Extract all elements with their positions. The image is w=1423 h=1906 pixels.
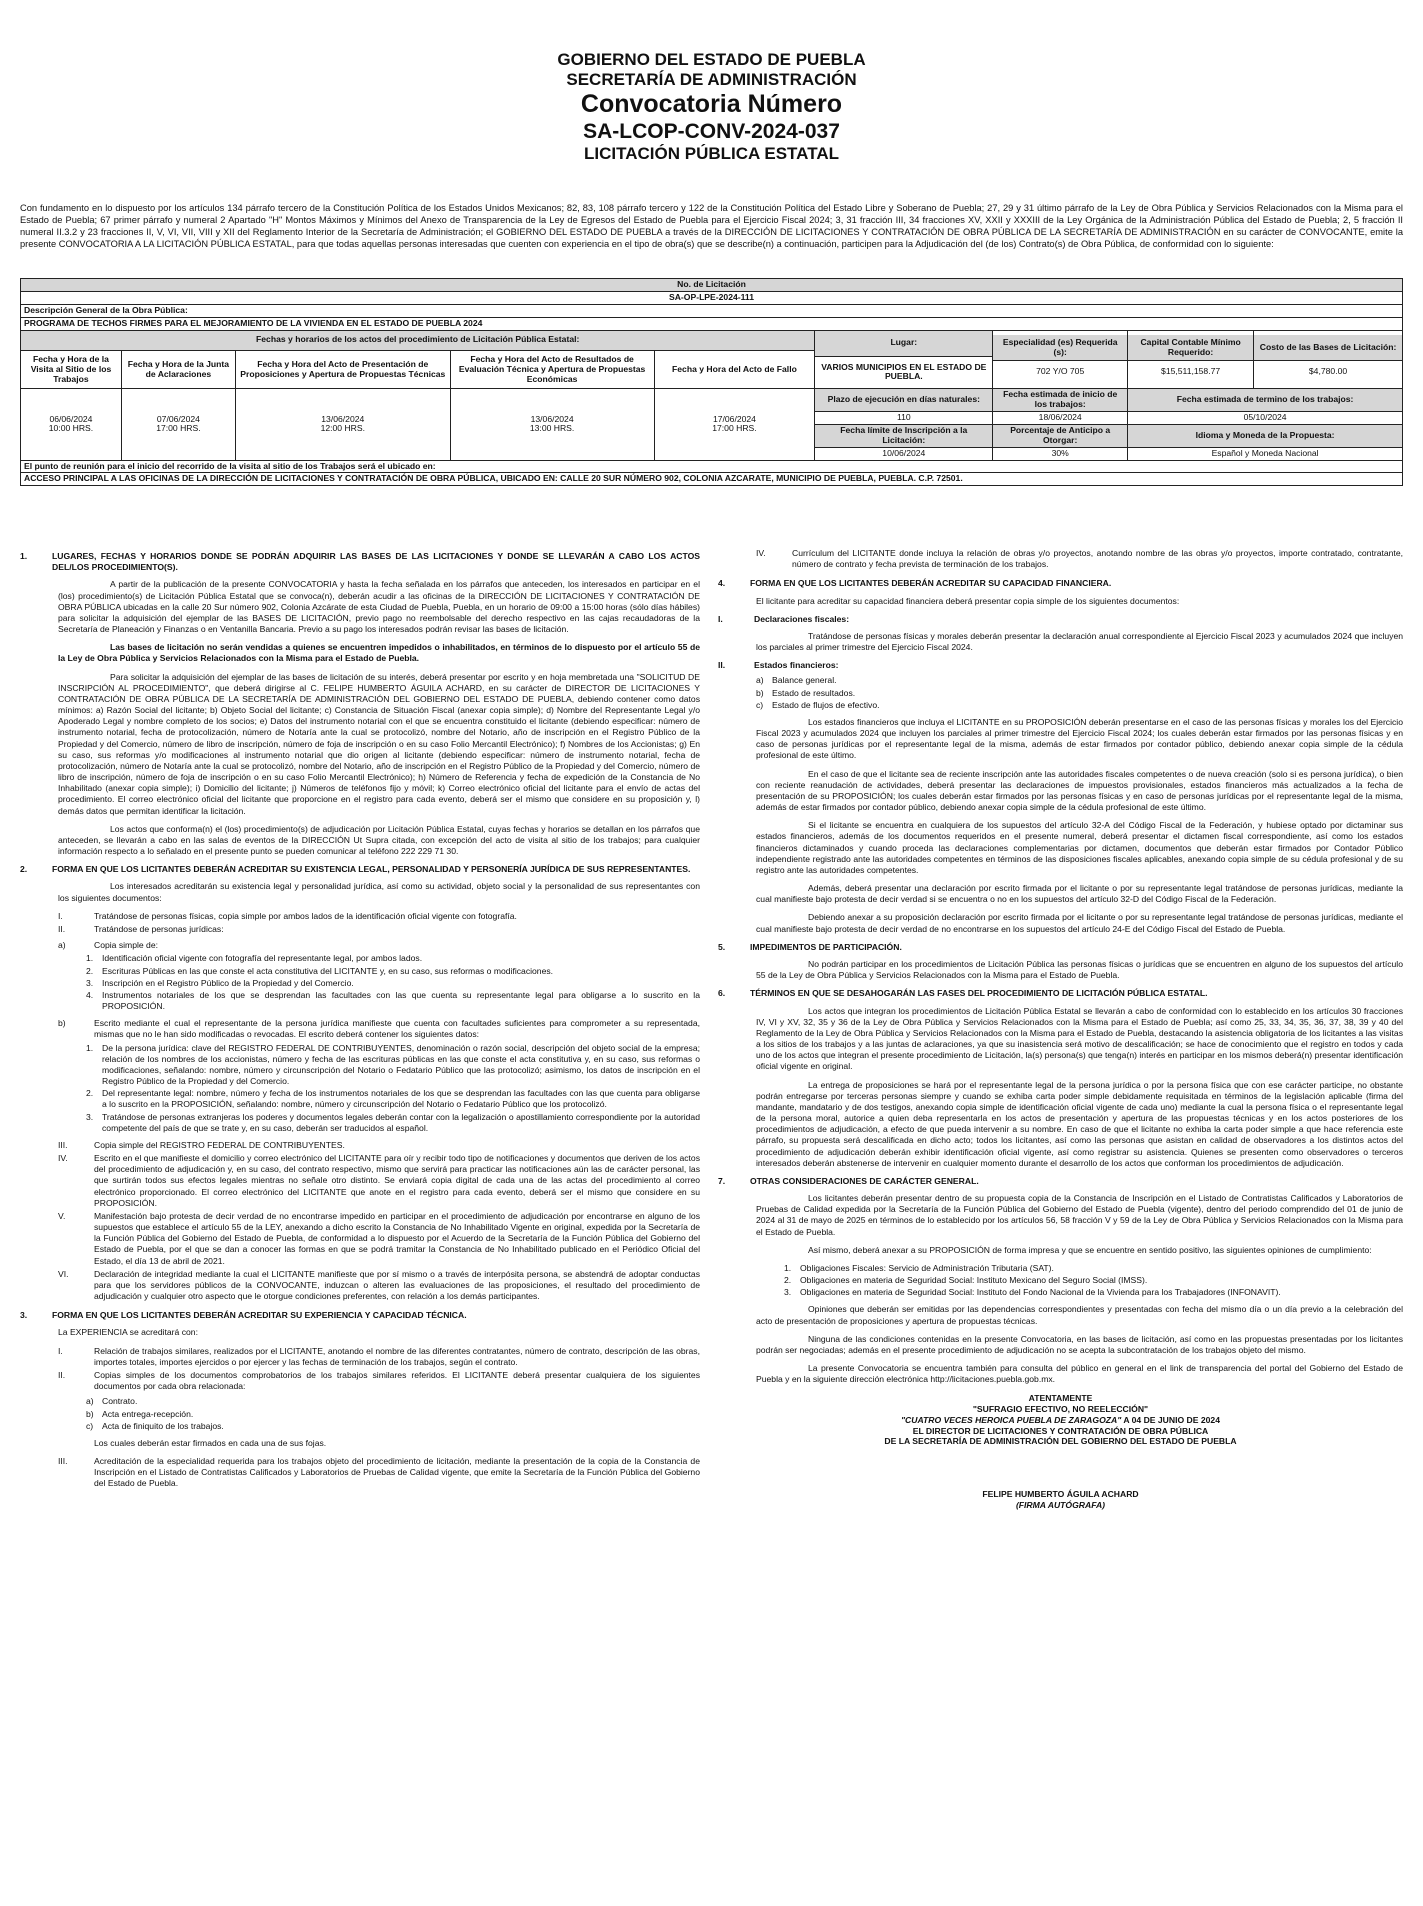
list-item: c) Estado de flujos de efectivo.: [756, 699, 880, 710]
costo-header: Costo de las Bases de Licitación:: [1254, 335, 1402, 361]
punto-reunion: ACCESO PRINCIPAL A LAS OFICINAS DE LA DIRECCIÓN DE LICITACIONES Y CONTRATACIÓN DE OBRA PÚBLICA, UBICADO EN: CALLE 20 SUR NÚMERO 902, COLONIA AZCARATE, MUNICIPIO DE PUEBLA, PUEBLA. C.P. 72501.: [21, 473, 1403, 486]
s7-paragraph-5: La presente Convocatoria se encuentra también para consulta del público en general en el link de transparencia del portal del Gobierno del Estado de Puebla y en la siguiente dirección electrónica http://licitaciones.puebla.gob.mx.: [756, 1363, 1403, 1385]
s7-paragraph-4: Ninguna de las condiciones contenidas en la presente Convocatoria, en las bases de licitación, así como en las propuestas presentadas por los licitantes podrán ser negociadas; además en el presente procedimiento de adjudicación no se acepta la subcontratación de los trabajos objeto del mismo.: [756, 1333, 1403, 1355]
idioma-value: Español y Moneda Nacional: [1128, 447, 1403, 460]
punto-label: El punto de reunión para el inicio del recorrido de la visita al sitio de los Trabajos será el ubicado en:: [21, 460, 1403, 473]
s4-paragraph-2: Tratándose de personas físicas y morales deberán presentar la declaración anual correspondiente al Ejercicio Fiscal 2023 y acumulados 2024 que incluyen los parciales al primer trimestre del Ejercicio Fiscal 2024.: [756, 630, 1403, 653]
s3-doc-list: [86, 1396, 700, 1432]
header-conv-title: Convocatoria Número: [580, 90, 843, 119]
header-type: LICITACIÓN PÚBLICA ESTATAL: [584, 144, 839, 164]
capital-header: Capital Contable Mínimo Requerido:: [1128, 335, 1253, 361]
left-column: [20, 548, 700, 1492]
list-item: 1. Identificación oficial vigente con fotografía del representante legal, por ambos lados.: [86, 953, 423, 964]
signature-block: [718, 1393, 1403, 1510]
h-idioma: Idioma y Moneda de la Propuesta:: [1128, 424, 1403, 447]
list-item: 3. Inscripción en el Registro Público de la Propiedad y del Comercio.: [86, 977, 354, 988]
especialidad-value-text: 702 Y/O 705: [1036, 366, 1085, 377]
list-item: 1. De la persona jurídica: clave del REGISTRO FEDERAL DE CONTRIBUYENTES, denominación o razón social, descripción del objeto social de la empresa; relación de los nombres de los accionistas, número y fecha de las escrituras públicas en las que conste el acta constitutiva y, en su caso, sus reformas o modificaciones, señalando: nombre, número y circunscripción del Notario o Fedatario Público que las protocolizó; asimismo, los datos de inscripción en el Registro Público de la Propiedad y del Comercio.: [86, 1042, 700, 1087]
s2-item-V: V. Manifestación bajo protesta de decir verdad de no encontrarse impedido en participar en el procedimiento de adjudicación por encontrarse en alguno de los supuestos que establece el artículo 55 de la LEY, anexando a dicho escrito la Constancia de No Inhabilitado Vigente en original, expedida por la Secretaría de la Función Pública del Gobierno del Estado de Puebla, de conformidad a lo dispuesto por el Acuerdo de la Secretaría de la Función Pública del Gobierno del Estado de Puebla, por el que se dan a conocer las formas en que se podrá tramitar la Constancia de No Inhabilitado publicado en el Periódico Oficial del Estado, el día 13 de abril de 2021.: [58, 1210, 700, 1266]
sig-atentamente: ATENTAMENTE: [1028, 1393, 1093, 1404]
resultados-date: 13/06/2024 13:00 HRS.: [450, 389, 654, 460]
lugar-value: [815, 330, 993, 389]
s7-paragraph-1: Los licitantes deberán presentar dentro de su propuesta copia de la Constancia de Inscripción en el Listado de Contratistas Calificados y Laboratorios de Pruebas de Calidad expedida por la Secretaría de la Función Pública del Gobierno del Estado de Puebla (vigente), dentro del periodo comprendido del 01 de junio de 2024 al 31 de mayo de 2025 en términos de lo establecido por los artículos 56, 58 fracción V y 59 de la Ley de Obra Pública y Servicios Relacionados con la Misma para el Estado de Puebla.: [756, 1193, 1403, 1237]
s4-paragraph-5: Si el licitante se encuentra en cualquiera de los supuestos del artículo 32-A del Código Fiscal de la Federación, y hubiese optado por dictaminar sus estados financieros, además de los documentos requeridos en el presente numeral, deberá presentar el dictamen fiscal correspondiente, así como los estados financieros dictaminados y cuando proceda las declaraciones complementarias por dictamen, documentos que deberán estar firmados por Contador Público independiente registrado ante las autoridades competentes en términos de las disposiciones fiscales aplicables, anexando copia simple de su cédula profesional y de su registro ante las autoridades competentes.: [756, 820, 1403, 875]
especialidad-value: [993, 330, 1128, 389]
header-conv-number: SA-LCOP-CONV-2024-037: [583, 119, 840, 143]
list-item: 2. Del representante legal: nombre, número y fecha de los instrumentos notariales de los que se desprendan las facultades con las que cuenta para obligarse a lo suscrito en la PROPOSICIÓN, señalando: nombre, número y circunscripción del Notario o Fedatario Público que los protocolizó.: [86, 1088, 700, 1110]
junta-date: 07/06/2024 17:00 HRS.: [121, 389, 235, 460]
licitacion-table: [20, 278, 1403, 486]
s2-item-IV: IV. Escrito en el que manifieste el domicilio y correo electrónico del LICITANTE para oír y recibir todo tipo de notificaciones y documentos que deriven de los actos del procedimiento de adjudicación y, en su caso, del contrato respectivo, mismo que servirá para practicar las notificaciones aún las de carácter personal, las que surtirán todos sus efectos legales mientras no señale otro distinto. Se enviará copia digital de cada una de las actas del procedimiento al correo electrónico proporcionado. El correo electrónico del LICITANTE que anote en el registro para cada evento, deberá ser el mismo que considere en su PROPOSICIÓN.: [58, 1153, 700, 1208]
s4-paragraph-7: Debiendo anexar a su proposición declaración por escrito firmada por el licitante o por su representante legal tratándose de personas jurídicas, mediante el cual manifieste bajo protesta de decir verdad de no encontrarse en los supuestos del artículo 24-E del Código Fiscal del Estado de Puebla.: [756, 912, 1403, 934]
termino-value: 05/10/2024: [1128, 412, 1403, 425]
s1-paragraph-4: Los actos que conforma(n) el (los) procedimiento(s) de adjudicación por Licitación Pública Estatal, cuyas fechas y horarios se detallan en los párrafos que anteceden, se llevarán a cabo en las salas de eventos de la DIRECCIÓN Ut Supra citada, con excepción del acto de visita al sitio de los trabajos; para cualquier información respecto a lo señalado en el presente punto se pueden comunicar al teléfono 222 229 71 30.: [58, 823, 700, 857]
s4-list: [756, 675, 1403, 711]
s4-item-II: II. Estados financieros:: [718, 660, 839, 671]
list-item: c) Acta de finiquito de los trabajos.: [86, 1420, 224, 1431]
anticipo-value: 30%: [993, 447, 1128, 460]
s1-paragraph-1: A partir de la publicación de la presente CONVOCATORIA y hasta la fecha señalada en los párrafos que anteceden, los interesados en participar en el (los) procedimiento(s) de Licitación Pública Estatal que se convoca(n), deberán acudir a las oficinas de la DIRECCIÓN DE LICITACIONES Y CONTRATACIÓN DE OBRA PÚBLICA ubicadas en la calle 20 Sur número 902, Colonia Azcárate de esta Ciudad de Puebla, Puebla, en un horario de 09:00 a 15:00 horas (sólo días hábiles) para solicitar la adquisición del ejemplar de las BASES DE LICITACIÓN, previo pago no reembolsable del derecho respectivo en las cajas recaudadoras de la Secretaría de Planeación y Finanzas o en Ventanilla Bancaria. Previo a su pago los interesados podrán revisar las bases de licitación.: [58, 579, 700, 635]
inicio-value: 18/06/2024: [993, 412, 1128, 425]
h-visita: Fecha y Hora de la Visita al Sitio de los Trabajos: [21, 351, 122, 389]
header-gov: GOBIERNO DEL ESTADO DE PUEBLA: [557, 50, 866, 69]
costo-value: [1254, 330, 1403, 389]
s2-item-a: a) Copia simple de:: [58, 940, 159, 951]
lugar-header: Lugar:: [815, 331, 992, 357]
h-inicio: Fecha estimada de inicio de los trabajos:: [993, 389, 1128, 412]
s2-item-II: II. Tratándose de personas jurídicas:: [58, 923, 224, 934]
sig-lema: "SUFRAGIO EFECTIVO, NO REELECCIÓN": [972, 1404, 1149, 1415]
visita-date: 06/06/2024 10:00 HRS.: [21, 389, 122, 460]
sig-cargo-1: EL DIRECTOR DE LICITACIONES Y CONTRATACIÓN DE OBRA PÚBLICA: [912, 1425, 1209, 1436]
s3-item-III: III. Acreditación de la especialidad requerida para los trabajos objeto del procedimiento de licitación, mediante la presentación de la copia de la Constancia de Inscripción en el Listado de Contratistas Calificados y Laboratorios de Pruebas de Calidad vigente, que emite la Secretaría de la Función Pública del Gobierno del Estado de Puebla.: [58, 1456, 700, 1489]
s3-item-II: II. Copias simples de los documentos comprobatorios de los trabajos similares referidos. El LICITANTE deberá presentar cualquiera de los siguientes documentos por cada obra relacionada:: [58, 1370, 700, 1392]
h-limite: Fecha límite de Inscripción a la Licitación:: [815, 424, 993, 447]
s3-paragraph-2: Los cuales deberán estar firmados en cada una de sus fojas.: [94, 1437, 327, 1448]
s2-item-b: b) Escrito mediante el cual el representante de la persona jurídica manifieste que cuenta con facultades suficientes para comprometer a su representada, mismas que no le han sido modificadas o revocadas. El escrito deberá contener los siguientes datos:: [58, 1018, 700, 1040]
plazo-value: 110: [815, 412, 993, 425]
h-termino: Fecha estimada de termino de los trabajos:: [1128, 389, 1403, 412]
s4-paragraph-1: El licitante para acreditar su capacidad financiera deberá presentar copia simple de los siguientes documentos:: [756, 595, 1180, 606]
list-item: 2. Escrituras Públicas en las que conste el acta constitutiva del LICITANTE y, en su caso, sus reformas o modificaciones.: [86, 965, 554, 976]
section-6-title: 6. TÉRMINOS EN QUE SE DESAHOGARÁN LAS FASES DEL PROCEDIMIENTO DE LICITACIÓN PÚBLICA ESTATAL.: [718, 988, 1208, 999]
fechas-label: Fechas y horarios de los actos del procedimiento de Licitación Pública Estatal:: [21, 330, 815, 351]
s5-paragraph-1: No podrán participar en los procedimientos de Licitación Pública las personas físicas o jurídicas que se encuentren en alguno de los supuestos del artículo 55 de la Ley de Obra Pública y Servicios Relacionados con la Misma para el Estado de Puebla.: [756, 958, 1403, 981]
limite-value: 10/06/2024: [815, 447, 993, 460]
list-item: a) Balance general.: [756, 675, 837, 686]
s4-paragraph-4: En el caso de que el licitante sea de reciente inscripción ante las autoridades fiscales competentes o de nueva creación (solo si es persona jurídica), o bien con reciente reanudación de actividades, deberá presentar las declaraciones de impuestos provisionales, estados financieros más actualizados a la fecha de presentación de su PROPOSICIÓN; los cuales deberán estar firmados por las personas físicas y en caso de personas jurídicas por el representante legal de la misma, además de estar firmados por contador público, debiendo anexar copia simple de la cédula profesional de este último.: [756, 768, 1403, 813]
list-item: 3. Obligaciones en materia de Seguridad Social: Instituto del Fondo Nacional de la Vivienda para los Trabajadores (INFONAVIT).: [784, 1287, 1281, 1298]
costo-value-text: $4,780.00: [1308, 366, 1348, 377]
especialidad-header: Especialidad (es) Requerida (s):: [993, 335, 1127, 361]
s2-a-list: [86, 953, 700, 1012]
s3-paragraph-1: La EXPERIENCIA se acreditará con:: [58, 1327, 198, 1338]
s1-paragraph-3: Para solicitar la adquisición del ejemplar de las bases de licitación de su interés, deberá presentar por escrito y en hoja membretada una "SOLICITUD DE INSCRIPCIÓN AL PROCEDIMIENTO", que deberá dirigirse al C. FELIPE HUMBERTO ÁGUILA ACHARD, en su carácter de DIRECTOR DE LICITACIONES Y CONTRATACIÓN DE OBRA PÚBLICA DE LA SECRETARÍA DE ADMINISTRACIÓN DEL GOBIERNO DEL ESTADO DE PUEBLA, debiendo contener como datos mínimos: a) Razón Social del licitante; b) Objeto Social del licitante; c) Constancia de Situación Fiscal (anexar copia simple); d) Nombre del Representante Legal y/o Apoderado Legal y nombre completo de los socios; e) Datos del instrumento notarial con el que se encuentra constituido el licitante (debiendo especificar: número de instrumento notarial, fecha de protocolización, número de Notaría ante la cual se protocolizó, nombre del Notario, año de inscripción en el Registro Público de la Propiedad y del Comercio, número de libro de inscripción, número de foja de inscripción o en su caso Folio Mercantil Electrónico); f) Nombres de los Accionistas; g) En su caso, sus reformas y/o modificaciones al instrumento notarial que dio origen al licitante (debiendo especificar: número de instrumento notarial, fecha de protocolización, número de Notaría ante la cual se protocolizó, nombre del Notario, año de inscripción en el Registro Público de la Propiedad y del Comercio, número de libro de inscripción, número de foja de inscripción o en su caso Folio Mercantil Electrónico); h) Número de Referencia y fecha de expedición de la Constancia de No Inhabilitado (anexar copia simple); i) Domicilio del licitante; j) Números de teléfonos fijo y móvil; k) Correo electrónico oficial del licitante para el envío de actas del procedimiento. El correo electrónico oficial del licitante que proporcione en el registro para cada evento, deberá ser el mismo que considere en su proposición y, l) demás datos que permitan identificar la licitación.: [58, 671, 700, 816]
s6-paragraph-1: Los actos que integran los procedimientos de Licitación Pública Estatal se llevarán a cabo de conformidad con lo establecido en los artículos 30 fracciones IV, VI y XV, 32, 35 y 36 de la Ley de Obra Pública y Servicios Relacionados con la Misma para el Estado de Puebla; así como 25, 33, 34, 35, 36, 37, 38, 39 y 40 del Reglamento de la Ley de Obra Pública y Servicios Relacionados con la Misma para el Estado de Puebla, destacando la asistencia obligatoria de los licitantes a las visitas a los sitios de los trabajos y a las juntas de aclaraciones, ya que su inasistencia será motivo de descalificación; se hace de conocimiento que el registro en todos y cada uno de los actos que integran el presente procedimiento de Licitación, la(s) persona(s) que tenga(n) interés en participar en los mismos deberá(n) presentar identificación oficial vigente en original.: [756, 1005, 1403, 1072]
h-anticipo: Porcentaje de Anticipo a Otorgar:: [993, 424, 1128, 447]
s3-item-I: I. Relación de trabajos similares, realizados por el LICITANTE, anotando el nombre de las diferentes contratantes, número de contrato, descripción de las obras, importes totales, importes ejercidos o por ejercer y las fechas de terminación de los trabajos, según el contrato.: [58, 1345, 700, 1367]
s7-paragraph-2: Así mismo, deberá anexar a su PROPOSICIÓN de forma impresa y que se encuentre en sentido positivo, las siguientes opiniones de cumplimiento:: [808, 1244, 1372, 1255]
list-item: 3. Tratándose de personas extranjeras los poderes y documentos legales deberán contar con la legalización o apostillamiento correspondiente por la autoridad competente del país de que se trate y, en su caso, deberán ser traducidos al español.: [86, 1111, 700, 1133]
s2-item-VI: VI. Declaración de integridad mediante la cual el LICITANTE manifieste que por sí mismo o a través de interpósita persona, se abstendrá de adoptar conductas para que los servidores públicos de la CONVOCANTE, induzcan o alteren las evaluaciones de las proposiciones, el resultado del procedimiento de adjudicación y cualquier otro aspecto que le otorgue condiciones preferentes, con relación a los demás participantes.: [58, 1268, 700, 1302]
s4-paragraph-6: Además, deberá presentar una declaración por escrito firmada por el licitante o por su representante legal tratándose de personas jurídicas, mediante la cual manifieste bajo protesta de decir verdad si se encuentra o no en los supuestos del artículo 32-D del Código Fiscal de la Federación.: [756, 883, 1403, 905]
sig-firma: (FIRMA AUTÓGRAFA): [1015, 1499, 1106, 1510]
capital-value: [1128, 330, 1254, 389]
h-acto: Fecha y Hora del Acto de Presentación de Proposiciones y Apertura de Propuestas Técnicas: [235, 351, 450, 389]
list-item: b) Estado de resultados.: [756, 687, 856, 698]
sig-place-date: "CUATRO VECES HEROICA PUEBLA DE ZARAGOZA" A 04 DE JUNIO DE 2024: [900, 1414, 1220, 1425]
s4-paragraph-3: Los estados financieros que incluya el LICITANTE en su PROPOSICIÓN deberán presentarse en el caso de las personas físicas y morales los del Ejercicio Fiscal 2023 y acumulados 2024 que incluyen los parciales al primer trimestre del Ejercicio Fiscal 2024; los cuales deberán estar firmados por las personas físicas y en caso de personas jurídicas por el representante legal de la misma, además de estar firmados por contador público, debiendo anexar copia simple de la cédula profesional de este último.: [756, 716, 1403, 761]
list-item: 2. Obligaciones en materia de Seguridad Social: Instituto Mexicano del Seguro Social (IMSS).: [784, 1275, 1148, 1286]
no-licitacion-label: No. de Licitación: [21, 279, 1403, 292]
s2-item-I: I. Tratándose de personas físicas, copia simple por ambos lados de la identificación oficial vigente con fotografía.: [58, 910, 517, 921]
s7-paragraph-3: Opiniones que deberán ser emitidas por las dependencias correspondientes y presentadas con fecha del mismo día o un día previo a la celebración del acto de presentación de proposiciones y apertura de propuestas técnicas.: [756, 1304, 1403, 1326]
descripcion-label: Descripción General de la Obra Pública:: [21, 304, 1403, 317]
s7-opiniones-list: [784, 1263, 1403, 1299]
s4-item-I: I. Declaraciones fiscales:: [718, 613, 850, 624]
section-4-title: 4. FORMA EN QUE LOS LICITANTES DEBERÁN ACREDITAR SU CAPACIDAD FINANCIERA.: [718, 578, 1112, 589]
intro-paragraph: Con fundamento en lo dispuesto por los artículos 134 párrafo tercero de la Constitución Política de los Estados Unidos Mexicanos; 82, 83, 108 párrafo tercero y 122 de la Constitución Política del Estado Libre y Soberano de Puebla; 27, 29 y 31 último párrafo de la Ley de Obra Pública y Servicios Relacionados con la Misma para el Estado de Puebla; 67 primer párrafo y numeral 2 Apartado "H" Montos Máximos y Mínimos del Anexo de Transparencia de la Ley de Egresos del Estado de Puebla para el Ejercicio Fiscal 2024; 3, 31 fracción III, 34 fracciones XV, XXII y XXXIII de la Ley Orgánica de la Administración Pública del Estado de Puebla; 2, 5 fracción II numeral II.3.2 y 23 fracciones II, V, VI, VII, VIII y XII del Reglamento Interior de la Secretaría de Administración; el GOBIERNO DEL ESTADO DE PUEBLA a través de la DIRECCIÓN DE LICITACIONES Y CONTRATACIÓN DE OBRA PÚBLICA DE LA SECRETARÍA DE ADMINISTRACIÓN en su carácter de CONVOCANTE, emite la presente CONVOCATORIA A LA LICITACIÓN PÚBLICA ESTATAL, para que todas aquellas personas interesadas que cuenten con experiencia en el tipo de obra(s) que se describe(n) a continuación, participen para la Adjudicación del (de los) Contrato(s) de Obra Pública, de conformidad con lo siguiente:: [20, 203, 1403, 250]
s6-paragraph-2: La entrega de proposiciones se hará por el representante legal de la persona jurídica o por la persona física que con ese carácter participe, no obstante podrán entregarse por terceras personas siempre y cuando se exhiba carta poder simple debidamente requisitada en términos de la legislación aplicable (firma del mandante, mandatario y de dos testigos, anexando copia simple de identificación oficial vigente de cada uno) mediante la cual la persona física o el representante legal de la persona moral, autorice a quien deba representarla en los actos de presentación y apertura de las propuestas técnicas y en los actos posteriores de los procedimientos de adjudicación, a efecto de que pueda intervenir a su nombre. En caso de que el licitante no exhiba la carta poder simple a que hace referencia este párrafo, su propuesta será descalificada en dicho acto; todos los licitantes, así como las personas que asistan en calidad de observadores a los distintos actos del procedimiento de adjudicación deberán exhibir identificación oficial vigente, así como registrar su asistencia. Quienes se presenten como observadores o terceros interesados deberán abstenerse de intervenir en cualquier momento durante el desarrollo de los actos que conforman los procedimientos de adjudicación.: [756, 1079, 1403, 1168]
sig-name: FELIPE HUMBERTO ÁGUILA ACHARD: [982, 1489, 1139, 1500]
section-5-title: 5. IMPEDIMENTOS DE PARTICIPACIÓN.: [718, 941, 902, 952]
right-column: [718, 548, 1403, 1511]
s2-item-III: III. Copia simple del REGISTRO FEDERAL DE CONTRIBUYENTES.: [58, 1139, 345, 1150]
no-licitacion: SA-OP-LPE-2024-111: [21, 291, 1403, 304]
s1-paragraph-2: Las bases de licitación no serán vendidas a quienes se encuentren impedidos o inhabilitados, en términos de lo dispuesto por el artículo 55 de la Ley de Obra Pública y Servicios Relacionados con la Misma para el Estado de Puebla.: [58, 642, 700, 664]
h-resultados: Fecha y Hora del Acto de Resultados de Evaluación Técnica y Apertura de Propuestas Económicas: [450, 351, 654, 389]
header-secretaria: SECRETARÍA DE ADMINISTRACIÓN: [566, 70, 857, 90]
capital-value-text: $15,511,158.77: [1161, 366, 1221, 377]
section-3-title: 3. FORMA EN QUE LOS LICITANTES DEBERÁN ACREDITAR SU EXPERIENCIA Y CAPACIDAD TÉCNICA.: [20, 1310, 467, 1321]
descripcion: PROGRAMA DE TECHOS FIRMES PARA EL MEJORAMIENTO DE LA VIVIENDA EN EL ESTADO DE PUEBLA 2024: [21, 317, 1403, 330]
h-fallo: Fecha y Hora del Acto de Fallo: [654, 351, 815, 389]
s2-paragraph-1: Los interesados acreditarán su existencia legal y personalidad jurídica, así como su actividad, objeto social y la personalidad de sus representantes con los siguientes documentos:: [58, 881, 700, 903]
section-2-title: 2. FORMA EN QUE LOS LICITANTES DEBERÁN ACREDITAR SU EXISTENCIA LEGAL, PERSONALIDAD Y PERSONERÍA JURÍDICA DE SUS REPRESENTANTES.: [20, 864, 691, 875]
sig-cargo-2: DE LA SECRETARÍA DE ADMINISTRACIÓN DEL GOBIERNO DEL ESTADO DE PUEBLA: [884, 1436, 1237, 1447]
list-item: a) Contrato.: [86, 1396, 138, 1407]
lugar-value-text: VARIOS MUNICIPIOS EN EL ESTADO DE PUEBLA.: [821, 361, 987, 382]
list-item: 1. Obligaciones Fiscales: Servicio de Administración Tributaria (SAT).: [784, 1262, 1054, 1273]
acto-date: 13/06/2024 12:00 HRS.: [235, 389, 450, 460]
h-junta: Fecha y Hora de la Junta de Aclaraciones: [121, 351, 235, 389]
section-1-title: 1. LUGARES, FECHAS Y HORARIOS DONDE SE PODRÁN ADQUIRIR LAS BASES DE LAS LICITACIONES Y DONDE SE LLEVARÁN A CABO LOS ACTOS DEL/LOS PROCEDIMIENTO(S).: [20, 551, 700, 573]
document-header: [0, 50, 1423, 164]
s3-item-IV: IV. Currículum del LICITANTE donde incluya la relación de obras y/o proyectos, anotando nombre de las obras y/o proyectos, importe contratado, contratante, número de contrato y fecha prevista de terminación de los trabajos.: [756, 548, 1403, 570]
h-plazo: Plazo de ejecución en días naturales:: [815, 389, 993, 412]
list-item: 4. Instrumentos notariales de los que se desprendan las facultades con las que cuenta su representante legal para obligarse a lo suscrito en la PROPOSICIÓN.: [86, 989, 700, 1012]
list-item: b) Acta entrega-recepción.: [86, 1408, 194, 1419]
s2-b-list: [86, 1043, 700, 1134]
section-7-title: 7. OTRAS CONSIDERACIONES DE CARÁCTER GENERAL.: [718, 1175, 979, 1186]
fallo-date: 17/06/2024 17:00 HRS.: [654, 389, 815, 460]
